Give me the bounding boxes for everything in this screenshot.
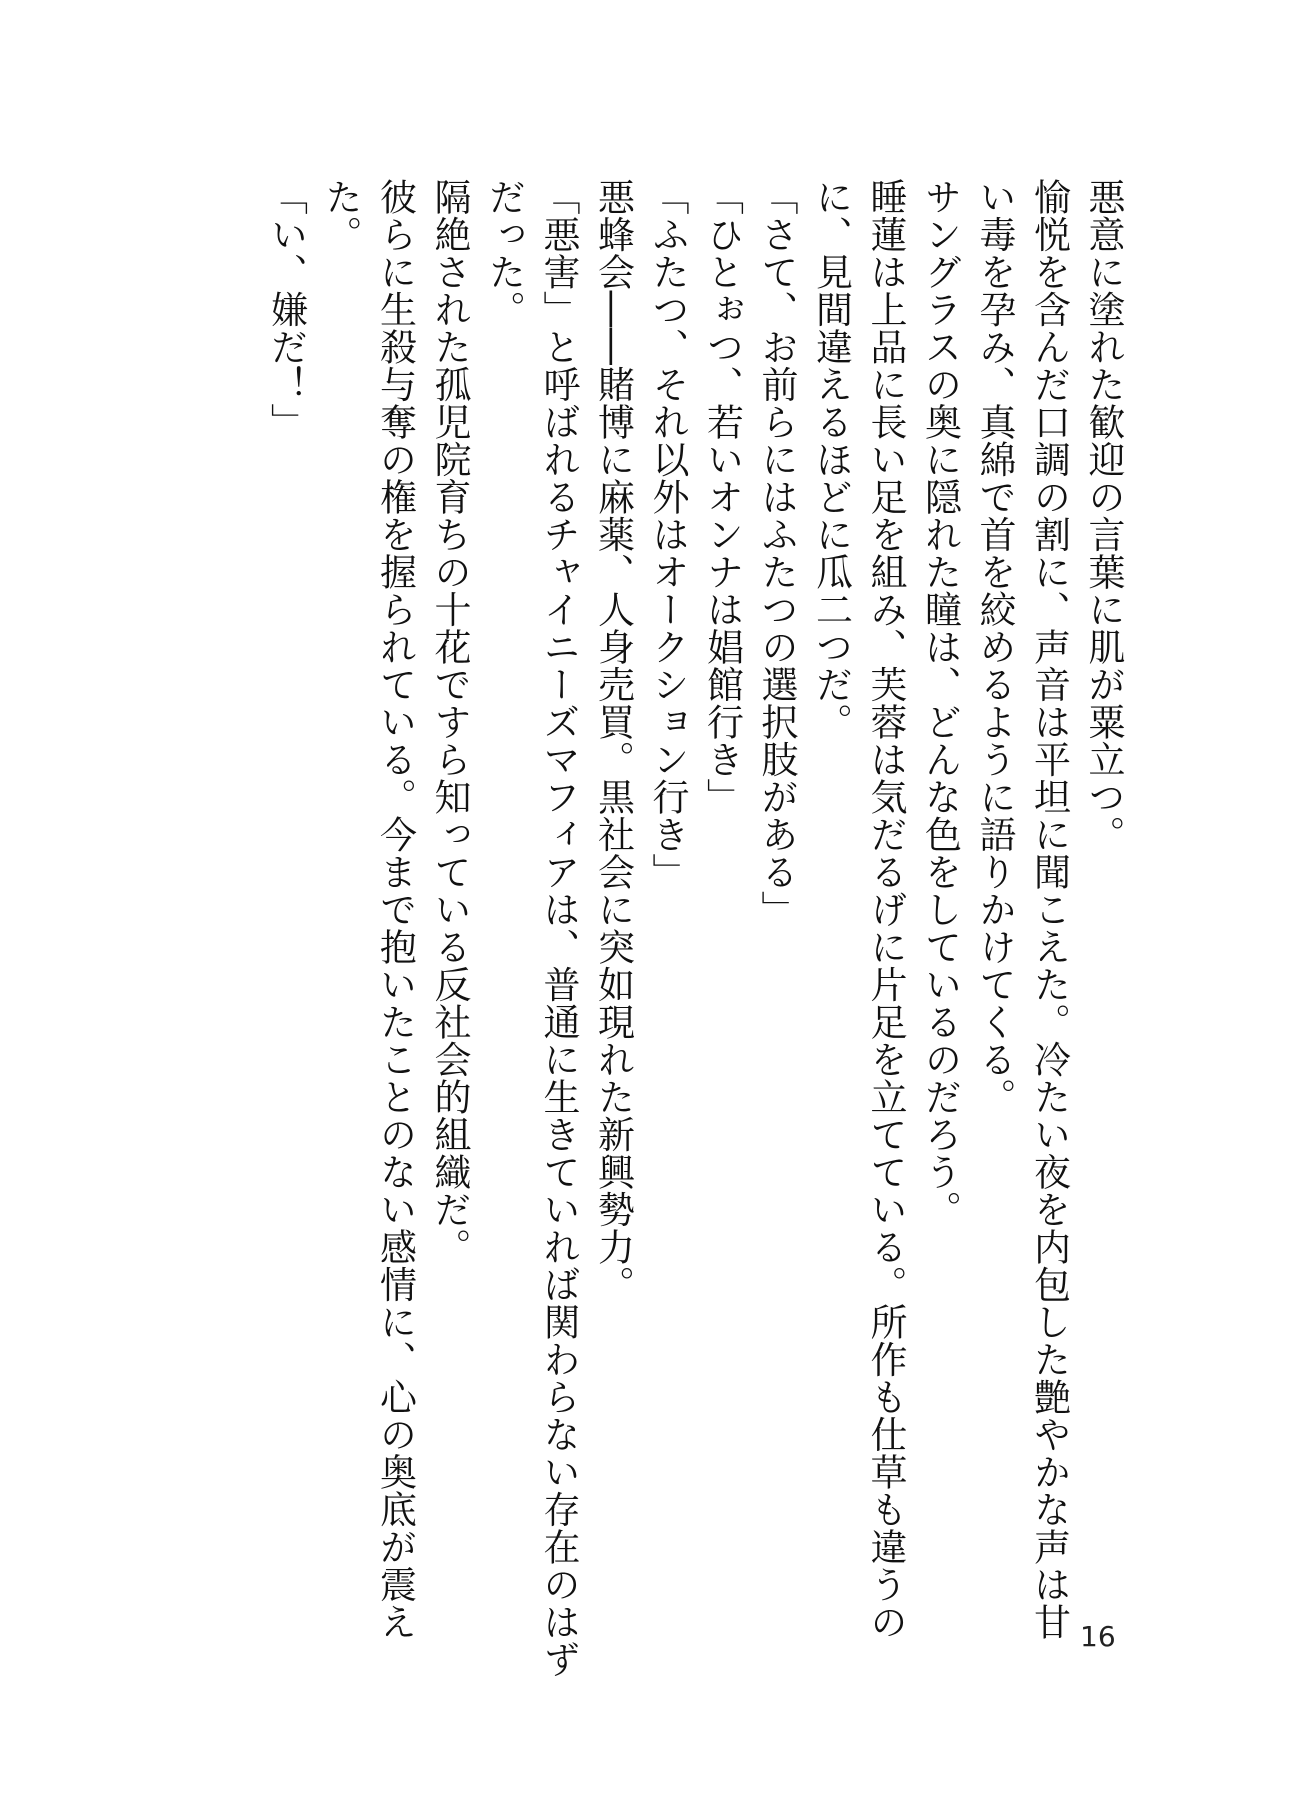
text-line-10: 悪蜂会――賭博に麻薬、人身売買。黒社会に突如現れた新興勢力。: [591, 178, 635, 1303]
page-number: 16: [1080, 1620, 1116, 1653]
text-line-16: 「い、嫌だ！」: [264, 178, 308, 441]
text-line-3: い毒を孕み、真綿で首を絞めるように語りかけてくる。: [973, 178, 1016, 1116]
text-line-8: 「ひとぉつ、若いオンナは娼館行き」: [700, 178, 744, 816]
text-line-15: た。: [319, 178, 362, 253]
text-line-14: 彼らに生殺与奪の権を握られている。今まで抱いたことのない感情に、心の奥底が震え: [373, 178, 417, 1641]
text-line-1: 悪意に塗れた歓迎の言葉に肌が粟立つ。: [1082, 178, 1125, 853]
vertical-text-block: [240, 178, 1130, 1708]
text-line-6: に、見間違えるほどに瓜二つだ。: [809, 178, 853, 741]
text-line-5: 睡蓮は上品に長い足を組み、芙蓉は気だるげに片足を立てている。所作も仕草も違うの: [864, 178, 907, 1641]
text-line-11: 「悪害」と呼ばれるチャイニーズマフィアは、普通に生きていれば関わらない存在のはず: [537, 178, 580, 1678]
text-line-13: 隔絶された孤児院育ちの十花ですら知っている反社会的組織だ。: [428, 178, 471, 1266]
text-line-9: 「ふたつ、それ以外はオークション行き」: [646, 178, 689, 891]
text-line-2: 愉悦を含んだ口調の割に、声音は平坦に聞こえた。冷たい夜を内包した艶やかな声は甘: [1027, 178, 1071, 1641]
text-line-12: だった。: [482, 178, 526, 328]
text-line-7: 「さて、お前らにはふたつの選択肢がある」: [755, 178, 798, 928]
text-line-4: サングラスの奥に隠れた瞳は、どんな色をしているのだろう。: [918, 178, 962, 1228]
